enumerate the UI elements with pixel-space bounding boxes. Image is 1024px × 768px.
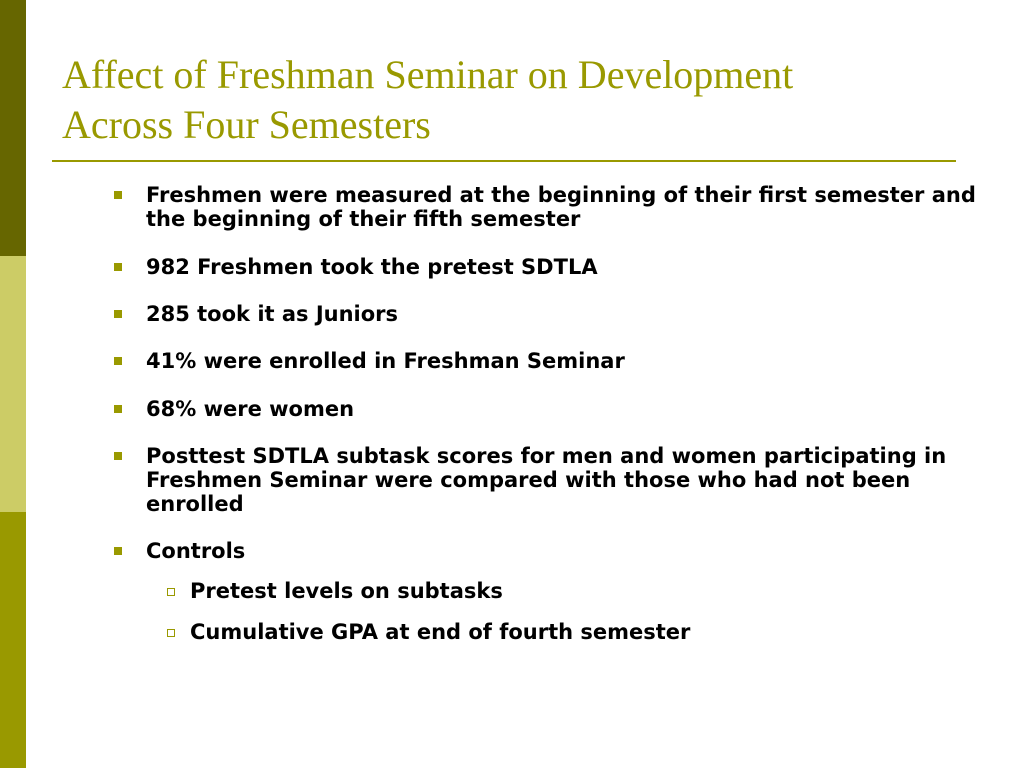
bullet-text: Freshmen were measured at the beginning of their first semester and the beginning of their fifth semester (146, 183, 976, 231)
square-bullet-icon (114, 452, 122, 460)
slide-title-line-1: Affect of Freshman Seminar on Development (62, 52, 794, 97)
bullet-item-juniors (112, 302, 992, 326)
slide-title (62, 50, 962, 150)
square-bullet-icon (114, 405, 122, 413)
bullet-text: Controls (146, 539, 246, 563)
square-bullet-icon (114, 191, 122, 199)
sidebar-segment-middle (0, 256, 26, 512)
bullet-item-women (112, 397, 992, 421)
hollow-square-bullet-icon (167, 629, 175, 637)
sidebar-segment-bottom (0, 512, 26, 768)
bullet-text: 68% were women (146, 397, 355, 421)
sub-bullet-item-pretest-levels (112, 579, 992, 603)
square-bullet-icon (114, 357, 122, 365)
hollow-square-bullet-icon (167, 588, 175, 596)
sub-bullet-text: Pretest levels on subtasks (190, 579, 503, 603)
bullet-item-controls (112, 539, 992, 563)
bullet-text: 41% were enrolled in Freshman Seminar (146, 349, 625, 373)
bullet-item-enrolled (112, 349, 992, 373)
bullet-list (112, 183, 992, 644)
bullet-text: 982 Freshmen took the pretest SDTLA (146, 255, 598, 279)
title-divider (52, 160, 956, 162)
sub-bullet-text: Cumulative GPA at end of fourth semester (190, 620, 691, 644)
bullet-item-pretest (112, 255, 992, 279)
sub-bullet-item-gpa (112, 620, 992, 644)
bullet-item-posttest (112, 444, 992, 516)
sidebar-decoration (0, 0, 26, 768)
bullet-item-measured (112, 183, 992, 231)
slide-title-line-2: Across Four Semesters (62, 102, 431, 147)
square-bullet-icon (114, 547, 122, 555)
bullet-text: Posttest SDTLA subtask scores for men and women participating in Freshmen Seminar were compared with those who had not been enrolled (146, 444, 947, 516)
square-bullet-icon (114, 263, 122, 271)
square-bullet-icon (114, 310, 122, 318)
bullet-text: 285 took it as Juniors (146, 302, 399, 326)
sidebar-segment-top (0, 0, 26, 256)
